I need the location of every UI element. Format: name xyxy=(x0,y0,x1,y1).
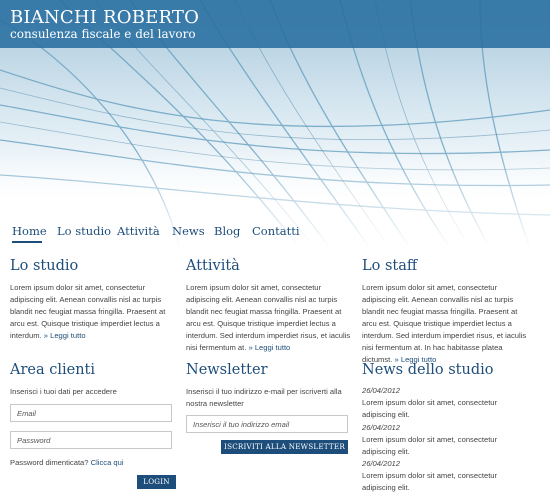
news-item-text[interactable]: Lorem ipsum dolor sit amet, consectetur adipiscing elit. xyxy=(362,398,498,419)
nav-item-attivita[interactable]: Attività xyxy=(117,224,160,238)
area-clienti-intro: Inserisci i tuoi dati per accedere xyxy=(10,387,117,396)
lo-staff-read-more-link[interactable]: » Leggi tutto xyxy=(394,355,437,364)
newsletter-intro: Inserisci il tuo indirizzo e-mail per iscriverti alla nostra newsletter xyxy=(186,387,342,408)
nav-item-blog[interactable]: Blog xyxy=(214,224,241,238)
nav-item-news[interactable]: News xyxy=(172,224,205,238)
area-clienti-title: Area clienti xyxy=(10,362,96,378)
nav-active-indicator xyxy=(12,241,42,243)
forgot-password-link[interactable]: Clicca qui xyxy=(90,458,124,467)
section-text-lo-studio xyxy=(10,282,178,342)
nav-item-lo-studio[interactable]: Lo studio xyxy=(57,224,112,238)
nav-item-contatti[interactable]: Contatti xyxy=(252,224,300,238)
newsletter-subscribe-button[interactable]: ISCRIVITI ALLA NEWSLETTER xyxy=(221,440,348,454)
login-password-input[interactable]: Password xyxy=(10,431,172,449)
newsletter-email-input[interactable]: Inserisci il tuo indirizzo email xyxy=(186,415,348,433)
news-title: News dello studio xyxy=(362,362,494,378)
lo-staff-body: Lorem ipsum dolor sit amet, consectetur adipiscing elit. Aenean convallis nisl ac turpis blandit nec feugiat massa fringilla. Praesent at arcu est. Quisque tristique imperdiet lectus a interdum. Sed interdum imperdiet risus, et iaculis nisi fermentum at. In hac habitasse platea dictumst. xyxy=(362,283,527,364)
section-title-lo-studio: Lo studio xyxy=(10,258,79,274)
attivita-read-more-link[interactable]: » Leggi tutto xyxy=(248,343,291,352)
lo-studio-body: Lorem ipsum dolor sit amet, consectetur adipiscing elit. Aenean convallis nisl ac turpis blandit nec feugiat massa fringilla. Praesent at arcu est. Quisque tristique imperdiet lectus a interdum. xyxy=(10,283,166,340)
news-item-date: 26/04/2012 xyxy=(362,386,401,395)
site-title[interactable]: BIANCHI ROBERTO xyxy=(10,7,200,28)
section-title-lo-staff: Lo staff xyxy=(362,258,418,274)
forgot-password-text: Password dimenticata? xyxy=(10,458,89,467)
news-item-date: 26/04/2012 xyxy=(362,459,401,468)
news-item-text[interactable]: Lorem ipsum dolor sit amet, consectetur adipiscing elit. xyxy=(362,435,498,456)
forgot-password-row xyxy=(10,457,178,469)
login-email-input[interactable]: Email xyxy=(10,404,172,422)
lo-studio-read-more-link[interactable]: » Leggi tutto xyxy=(43,331,86,340)
section-title-attivita: Attività xyxy=(186,258,240,274)
newsletter-title: Newsletter xyxy=(186,362,268,378)
news-item-date: 26/04/2012 xyxy=(362,423,401,432)
section-text-attivita xyxy=(186,282,354,354)
nav-item-home[interactable]: Home xyxy=(12,224,47,238)
login-button[interactable]: LOGIN xyxy=(137,475,176,489)
site-subtitle: consulenza fiscale e del lavoro xyxy=(10,27,196,41)
section-text-lo-staff xyxy=(362,282,530,366)
attivita-body: Lorem ipsum dolor sit amet, consectetur adipiscing elit. Aenean convallis nisl ac turpis blandit nec feugiat massa fringilla. Praesent at arcu est. Quisque tristique imperdiet lectus a interdum. Sed interdum imperdiet risus, et iaculis nisi fermentum at. xyxy=(186,283,351,352)
news-item-text[interactable]: Lorem ipsum dolor sit amet, consectetur adipiscing elit. xyxy=(362,471,498,492)
